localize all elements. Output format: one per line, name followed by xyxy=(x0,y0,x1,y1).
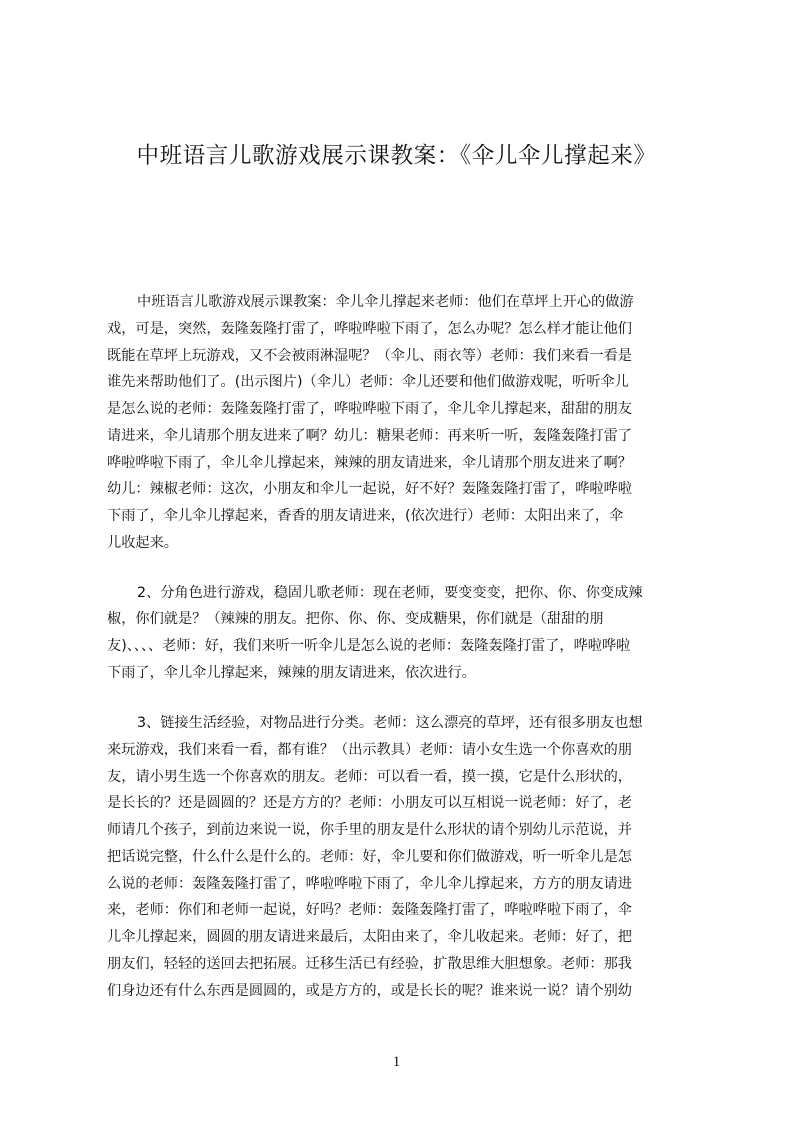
paragraph-3-line-8: 来，老师：你们和老师一起说，好吗？老师：轰隆轰隆打雷了，哗啦哗啦下雨了，伞 xyxy=(107,902,632,918)
paragraph-3-line-5: 师请几个孩子，到前边来说一说，你手里的朋友是什么形状的请个别幼儿示范说，并 xyxy=(107,822,632,838)
paragraph-2-line-3: 友)、、、、老师：好，我们来听一听伞儿是怎么说的老师：轰隆轰隆打雷了，哗啦哗啦 xyxy=(107,638,631,654)
paragraph-1-line-3: 既能在草坪上玩游戏，又不会被雨淋湿呢？（伞儿、雨衣等）老师：我们来看一看是 xyxy=(107,348,632,364)
paragraph-1-line-5: 是怎么说的老师：轰隆轰隆打雷了，哗啦哗啦下雨了，伞儿伞儿撑起来，甜甜的朋友 xyxy=(107,401,632,417)
page-number: 1 xyxy=(392,1054,401,1070)
paragraph-3-line-10: 朋友们，轻轻的送回去把拓展。迁移生活已有经验，扩散思维大胆想象。老师：那我 xyxy=(107,956,632,972)
page-title: 中班语言儿歌游戏展示课教案：《伞儿伞儿撑起来》 xyxy=(136,143,657,169)
paragraph-3-line-3: 友，请小男生选一个你喜欢的朋友。老师：可以看一看，摸一摸，它是什么形状的， xyxy=(107,769,632,785)
paragraph-1-line-4: 谁先来帮助他们了。(出示图片)（伞儿）老师：伞儿还要和他们做游戏呢，听听伞儿 xyxy=(107,374,629,390)
paragraph-2-line-2: 椒，你们就是？（辣辣的朋友。把你、你、你、变成糖果，你们就是（甜甜的朋 xyxy=(107,611,604,627)
paragraph-3-line-7: 么说的老师：轰隆轰隆打雷了，哗啦哗啦下雨了，伞儿伞儿撑起来，方方的朋友请进 xyxy=(107,876,632,892)
paragraph-2-line-4: 下雨了，伞儿伞儿撑起来，辣辣的朋友请进来，依次进行。 xyxy=(107,665,476,681)
paragraph-3-line-6: 把话说完整，什么什么是什么的。老师：好，伞儿要和你们做游戏，听一听伞儿是怎 xyxy=(107,849,632,865)
paragraph-1-line-8: 幼儿：辣椒老师：这次，小朋友和伞儿一起说，好不好？轰隆轰隆打雷了，哗啦哗啦 xyxy=(107,481,632,497)
paragraph-3-line-2: 来玩游戏，我们来看一看，都有谁？（出示教具）老师：请小女生选一个你喜欢的朋 xyxy=(107,742,632,758)
paragraph-1-line-9: 下雨了，伞儿伞儿撑起来，香香的朋友请进来，(依次进行）老师：太阳出来了，伞 xyxy=(107,508,624,524)
paragraph-3-line-1: 3、链接生活经验，对物品进行分类。老师：这么漂亮的草坪，还有很多朋友也想 xyxy=(137,715,643,731)
paragraph-1-line-10: 儿收起来。 xyxy=(107,535,178,551)
paragraph-3-line-9: 儿伞儿撑起来，圆圆的朋友请进来最后，太阳由来了，伞儿收起来。老师：好了，把 xyxy=(107,929,632,945)
paragraph-3-line-11: 们身边还有什么东西是圆圆的，或是方方的，或是长长的呢？谁来说一说？请个别幼 xyxy=(107,983,632,999)
paragraph-1-line-2: 戏，可是，突然，轰隆轰隆打雷了，哗啦哗啦下雨了，怎么办呢？怎么样才能让他们 xyxy=(107,321,632,337)
paragraph-2-line-1: 2、分角色进行游戏，稳固儿歌老师：现在老师，要变变变，把你、你、你变成辣 xyxy=(137,585,643,601)
paragraph-1-line-1: 中班语言儿歌游戏展示课教案：伞儿伞儿撑起来老师：他们在草坪上开心的做游 xyxy=(137,294,634,310)
paragraph-1-line-7: 哗啦哗啦下雨了，伞儿伞儿撑起来，辣辣的朋友请进来，伞儿请那个朋友进来了啊？ xyxy=(107,455,632,471)
paragraph-1-line-6: 请进来，伞儿请那个朋友进来了啊？幼儿：糖果老师：再来听一听，轰隆轰隆打雷了 xyxy=(107,428,632,444)
paragraph-3-line-4: 是长长的？还是圆圆的？还是方方的？老师：小朋友可以互相说一说老师：好了，老 xyxy=(107,795,632,811)
